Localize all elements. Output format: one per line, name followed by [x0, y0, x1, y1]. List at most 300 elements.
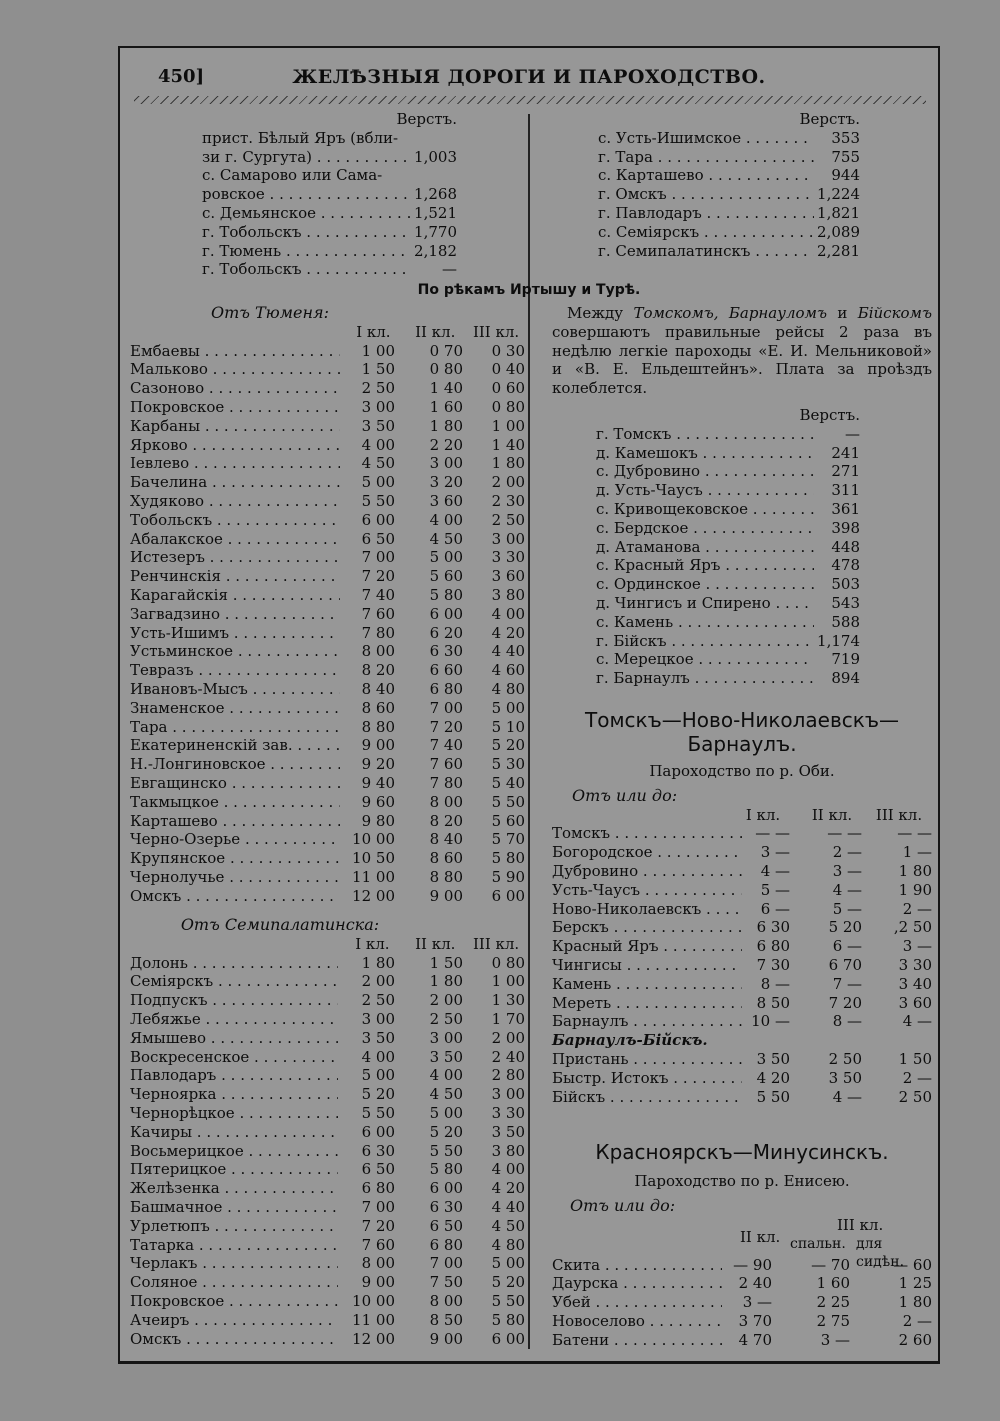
fare-cell: 3 — — [760, 843, 790, 862]
list-item — [596, 444, 860, 463]
page-frame — [118, 46, 940, 1364]
place-name: Убей . . . — [552, 1293, 722, 1312]
header-class-2: II кл. — [740, 1227, 781, 1246]
fare-cell: 8 00 — [429, 1291, 463, 1310]
place-name: Восьмерицкое . . . — [130, 1142, 338, 1161]
top-right-rows — [598, 129, 860, 261]
place-name: Чернорѣцкое . . . — [130, 1104, 338, 1123]
place-name: Качиры . . . — [130, 1123, 338, 1142]
fare-cell: — — — [755, 824, 790, 843]
place-name: Іевлево . . . — [130, 454, 340, 473]
place-name: Тобольскъ . . . — [130, 511, 340, 530]
table-row — [130, 1010, 525, 1029]
fare-cell: 11 00 — [352, 867, 395, 886]
tnb-section — [552, 708, 932, 1106]
fare-cell: 5 00 — [361, 1066, 395, 1085]
column-divider — [528, 114, 530, 1349]
table-row — [130, 1142, 525, 1161]
fare-cell: 6 00 — [429, 1179, 463, 1198]
fare-cell: 7 — — [832, 974, 862, 993]
table-row — [130, 1254, 525, 1273]
fare-cell: 3 70 — [738, 1311, 772, 1330]
place-name: Тара . . . — [130, 718, 340, 737]
table-row — [130, 1236, 525, 1255]
fare-cell: — — — [897, 824, 932, 843]
table-row — [130, 1066, 525, 1085]
tnb-rows — [552, 824, 932, 1031]
km-section — [552, 1140, 932, 1350]
fare-cell: 2 20 — [429, 435, 463, 454]
table-row — [552, 956, 932, 975]
fare-cell: 2 40 — [738, 1274, 772, 1293]
fare-cell: 1 80 — [429, 972, 463, 991]
fare-cell: 5 20 — [361, 1085, 395, 1104]
fare-cell: 5 20 — [429, 1122, 463, 1141]
fare-cell: — — — [827, 824, 862, 843]
place-name: Барнаулъ . . . — [552, 1012, 742, 1031]
fare-cell: 5 00 — [429, 1103, 463, 1122]
fare-cell: 7 00 — [429, 698, 463, 717]
fare-cell: 2 — — [902, 1311, 932, 1330]
fare-cell: 4 00 — [429, 1066, 463, 1085]
fare-cell: 2 00 — [491, 473, 525, 492]
fare-cell: 4 00 — [491, 1160, 525, 1179]
place-name: Ренчинскія . . . — [130, 567, 340, 586]
fare-cell: 5 50 — [756, 1087, 790, 1106]
place-name: с. Красный Яръ . . . — [596, 556, 814, 575]
fare-cell: 3 60 — [491, 567, 525, 586]
distance-value: 1,770 — [414, 222, 457, 241]
from-tyumen-section — [130, 304, 525, 906]
list-item — [598, 185, 860, 204]
page-number: 450] — [158, 66, 205, 87]
distance-value: 1,224 — [817, 185, 860, 204]
fare-cell: 5 00 — [429, 548, 463, 567]
list-item — [598, 129, 860, 148]
fare-cell: 3 50 — [429, 1047, 463, 1066]
km-subtitle: Пароходство по р. Енисею. — [634, 1172, 850, 1190]
fare-cell: 3 50 — [361, 416, 395, 435]
place-name: Новоселово . . . — [552, 1312, 722, 1331]
table-row — [552, 1050, 932, 1069]
fare-cell: 4 00 — [361, 435, 395, 454]
table-row — [130, 1292, 525, 1311]
table-row — [130, 417, 525, 436]
list-item — [202, 148, 457, 167]
place-name: Бійскъ . . . — [552, 1088, 742, 1107]
list-item — [596, 425, 860, 444]
place-name: зи г. Сургута) . . . — [202, 148, 411, 167]
fare-cell: 7 30 — [756, 955, 790, 974]
fare-cell: 4 80 — [491, 679, 525, 698]
table-row — [130, 379, 525, 398]
fare-cell: 1 80 — [429, 416, 463, 435]
table-row — [130, 530, 525, 549]
fare-cell: 1 90 — [898, 880, 932, 899]
fare-cell: 8 — — [760, 974, 790, 993]
tnb-rows-barnaul-biysk — [552, 1050, 932, 1106]
fare-cell: 3 00 — [361, 397, 395, 416]
fare-cell: 4 — — [832, 1087, 862, 1106]
fare-cell: 10 00 — [352, 1291, 395, 1310]
list-item — [202, 129, 457, 148]
fare-cell: 3 30 — [491, 1103, 525, 1122]
fare-cell: 1 50 — [429, 953, 463, 972]
table-row — [552, 918, 932, 937]
table-row — [130, 1029, 525, 1048]
place-name: с. Камень . . . — [596, 613, 814, 632]
place-name: д. Атаманова . . . — [596, 538, 814, 557]
place-name: с. Мерецкое . . . — [596, 650, 814, 669]
header-class-3: III кл. — [875, 805, 923, 824]
fare-cell: 5 20 — [828, 918, 862, 937]
fare-cell: 6 80 — [429, 1235, 463, 1254]
fare-cell: 1 70 — [491, 1009, 525, 1028]
place-name: Усть-Чаусъ . . . — [552, 881, 742, 900]
place-name: Усть-Ишимъ . . . — [130, 624, 340, 643]
place-name: Истезеръ . . . — [130, 548, 340, 567]
fare-cell: 3 00 — [361, 1009, 395, 1028]
fare-cell: — 60 — [893, 1255, 932, 1274]
fare-cell: 6 80 — [361, 1179, 395, 1198]
table-row — [130, 699, 525, 718]
fare-cell: 4 — — [832, 880, 862, 899]
fare-cell: 9 00 — [429, 1329, 463, 1348]
distance-value: 503 — [831, 575, 860, 594]
table-row — [130, 830, 525, 849]
table-row — [130, 1217, 525, 1236]
fare-cell: 2 75 — [816, 1311, 850, 1330]
place-name: Богородское . . . — [552, 843, 742, 862]
fare-cell: 1 80 — [491, 454, 525, 473]
fare-cell: 7 80 — [361, 623, 395, 642]
fare-cell: 6 00 — [361, 510, 395, 529]
place-name: прист. Бѣлый Яръ (вбли- — [202, 128, 399, 147]
fare-cell: 0 40 — [491, 360, 525, 379]
tnb-title-line1: Томскъ—Ново-Николаевскъ— — [585, 708, 899, 732]
fare-cell: 8 — — [832, 1012, 862, 1031]
fare-cell: 6 50 — [429, 1216, 463, 1235]
fare-cell: 3 80 — [491, 585, 525, 604]
distance-value: 1,268 — [414, 185, 457, 204]
table-row — [130, 793, 525, 812]
fare-cell: 3 — — [742, 1293, 772, 1312]
table-row — [130, 605, 525, 624]
fare-cell: 9 40 — [361, 773, 395, 792]
fare-cell: 4 40 — [491, 642, 525, 661]
fare-cell: 4 20 — [491, 1179, 525, 1198]
place-name: Такмыцкое . . . — [130, 793, 340, 812]
list-item — [202, 242, 457, 261]
place-name: Крупянское . . . — [130, 849, 340, 868]
fare-cell: 7 60 — [361, 1235, 395, 1254]
place-name: Карбаны . . . — [130, 417, 340, 436]
fare-cell: 3 — — [832, 861, 862, 880]
table-row — [130, 1085, 525, 1104]
header-class-2: II кл. — [415, 934, 456, 953]
fare-cell: 7 00 — [361, 1197, 395, 1216]
table-row — [552, 1012, 932, 1031]
fare-cell: 8 40 — [429, 830, 463, 849]
place-name: г. Омскъ . . . — [598, 185, 814, 204]
place-name: Павлодаръ . . . — [130, 1066, 338, 1085]
place-name: Сазоново . . . — [130, 379, 340, 398]
fare-cell: 8 00 — [429, 792, 463, 811]
table-row — [552, 1069, 932, 1088]
fare-cell: 3 50 — [361, 1028, 395, 1047]
table-row — [552, 975, 932, 994]
fare-cell: 8 40 — [361, 679, 395, 698]
place-name: г. Тюмень . . . — [202, 242, 411, 261]
fare-cell: 3 30 — [491, 548, 525, 567]
place-name: Евгащинско . . . — [130, 774, 340, 793]
distance-value: 2,281 — [817, 241, 860, 260]
left-column — [130, 110, 525, 279]
table-row — [130, 1273, 525, 1292]
list-item — [596, 481, 860, 500]
fare-cell: 5 00 — [491, 1254, 525, 1273]
fare-cell: 5 60 — [429, 567, 463, 586]
fare-cell: 6 00 — [491, 1329, 525, 1348]
table-row — [130, 624, 525, 643]
fare-cell: 4 00 — [361, 1047, 395, 1066]
fare-cell: 5 10 — [491, 717, 525, 736]
fare-cell: 7 00 — [429, 1254, 463, 1273]
distance-value: 944 — [831, 166, 860, 185]
place-name: Бачелина . . . — [130, 473, 340, 492]
table-row — [130, 398, 525, 417]
fare-cell: 4 — — [760, 861, 790, 880]
fare-cell: 7 40 — [361, 585, 395, 604]
table-row — [130, 755, 525, 774]
distance-value: — — [845, 424, 860, 443]
table-row — [130, 642, 525, 661]
place-name: Абалакское . . . — [130, 530, 340, 549]
fare-cell: 5 80 — [491, 1310, 525, 1329]
fare-cell: 0 80 — [491, 953, 525, 972]
table-row — [130, 436, 525, 455]
fare-cell: 7 20 — [361, 1216, 395, 1235]
place-name: Томскъ . . . — [552, 824, 742, 843]
fare-cell: 7 80 — [429, 773, 463, 792]
fare-cell: 7 40 — [429, 736, 463, 755]
fare-cell: 1 50 — [898, 1049, 932, 1068]
fare-cell: 5 50 — [491, 792, 525, 811]
fare-cell: — 90 — [733, 1255, 772, 1274]
table-row — [130, 736, 525, 755]
tomsk-route-rows — [596, 425, 860, 688]
fare-cell: 5 80 — [429, 585, 463, 604]
list-item — [598, 148, 860, 167]
table-row — [552, 1088, 932, 1107]
place-name: Желѣзенка . . . — [130, 1179, 338, 1198]
place-name: с. Дубровино . . . — [596, 462, 814, 481]
fare-cell: 3 00 — [429, 1028, 463, 1047]
distance-value: 755 — [831, 147, 860, 166]
place-name: Черно-Озерье . . . — [130, 830, 340, 849]
place-name: Долонь . . . — [130, 954, 338, 973]
fare-cell: 9 20 — [361, 755, 395, 774]
fare-cell: 9 60 — [361, 792, 395, 811]
fare-cell: 3 00 — [429, 454, 463, 473]
fare-cell: 1 00 — [361, 341, 395, 360]
verst-label: Верстъ. — [396, 110, 457, 128]
fare-cell: 3 50 — [756, 1049, 790, 1068]
place-name: Чернoярка . . . — [130, 1085, 338, 1104]
fare-cell: 6 30 — [429, 642, 463, 661]
list-item — [202, 204, 457, 223]
fare-cell: 5 50 — [491, 1291, 525, 1310]
list-item — [596, 519, 860, 538]
table-row — [130, 972, 525, 991]
list-item — [598, 166, 860, 185]
from-tyumen-headers — [130, 323, 525, 342]
fare-cell: 3 — — [902, 937, 932, 956]
fare-cell: 5 90 — [491, 867, 525, 886]
table-row — [130, 454, 525, 473]
top-left-distances — [130, 110, 457, 279]
distance-value: 2,182 — [414, 241, 457, 260]
fare-cell: 2 25 — [816, 1293, 850, 1312]
top-right-distances — [552, 110, 932, 260]
fare-cell: 2 00 — [361, 972, 395, 991]
place-name: д. Чингисъ и Спирено . . . — [596, 594, 814, 613]
fare-cell: 4 20 — [756, 1068, 790, 1087]
place-name: Быстр. Истокъ . . . — [552, 1069, 742, 1088]
place-name: Скита . . . — [552, 1256, 722, 1275]
table-row — [130, 1160, 525, 1179]
km-title: Красноярскъ—Минусинскъ. — [595, 1140, 889, 1164]
table-row — [130, 1104, 525, 1123]
verst-label: Верстъ. — [799, 405, 860, 424]
table-row — [130, 954, 525, 973]
from-semipalatinsk-title: Отъ Семипалатинска: — [180, 915, 380, 934]
fare-cell: 2 50 — [898, 1087, 932, 1106]
place-name: Ново-Николаевскъ . . . — [552, 900, 742, 919]
fare-cell: 1 40 — [429, 379, 463, 398]
verst-label: Верстъ. — [799, 110, 860, 128]
fare-cell: 8 60 — [429, 849, 463, 868]
fare-cell: 3 40 — [898, 974, 932, 993]
distance-value: 1,821 — [817, 203, 860, 222]
fare-cell: 5 50 — [361, 1103, 395, 1122]
header-class-1: I кл. — [745, 805, 781, 824]
fare-cell: 2 50 — [361, 991, 395, 1010]
fare-cell: 10 00 — [352, 830, 395, 849]
distance-value: 1,174 — [817, 631, 860, 650]
fare-cell: 7 60 — [361, 604, 395, 623]
header-sleep: спальн. — [790, 1235, 846, 1252]
header-class-1: I кл. — [355, 934, 390, 953]
fare-cell: 6 70 — [828, 955, 862, 974]
place-name: с. Карташево . . . — [598, 166, 814, 185]
fare-cell: 3 20 — [429, 473, 463, 492]
place-name: Чингисы . . . — [552, 956, 742, 975]
distance-value: 588 — [831, 612, 860, 631]
place-name: Мереть . . . — [552, 994, 742, 1013]
distance-value: 478 — [831, 556, 860, 575]
place-name: Н.-Лонгиновское . . . — [130, 755, 340, 774]
fare-cell: 3 60 — [898, 993, 932, 1012]
table-row — [130, 991, 525, 1010]
table-row — [552, 1293, 932, 1312]
fare-cell: — 70 — [811, 1255, 850, 1274]
tnb-title-line2: Барнаулъ. — [687, 732, 797, 756]
table-row — [552, 824, 932, 843]
place-name: г. Павлодаръ . . . — [598, 204, 814, 223]
table-row — [552, 1312, 932, 1331]
place-name: с. Семіярскъ . . . — [598, 223, 814, 242]
fare-cell: 2 40 — [491, 1047, 525, 1066]
table-row — [130, 1179, 525, 1198]
fare-cell: 5 60 — [491, 811, 525, 830]
list-item — [202, 185, 457, 204]
distance-value: 894 — [831, 669, 860, 688]
fare-cell: 1 80 — [898, 1293, 932, 1312]
list-item — [596, 650, 860, 669]
table-row — [552, 1331, 932, 1350]
header-class-3: III кл. — [472, 934, 520, 953]
fare-cell: 2 00 — [429, 991, 463, 1010]
fare-cell: 1 40 — [491, 435, 525, 454]
header-sit: для сидѣн. — [856, 1235, 905, 1271]
place-name: Пятерицкое . . . — [130, 1160, 338, 1179]
table-row — [552, 937, 932, 956]
rivers-heading: По рѣкамъ Иртышу и Турѣ. — [417, 282, 641, 298]
place-name: Карагайскія . . . — [130, 586, 340, 605]
fare-cell: 2 00 — [491, 1028, 525, 1047]
place-name: Устьминское . . . — [130, 642, 340, 661]
fare-cell: 6 30 — [361, 1141, 395, 1160]
fare-cell: 5 00 — [361, 473, 395, 492]
place-name: д. Усть-Чаусъ . . . — [596, 481, 814, 500]
fare-cell: 1 80 — [361, 953, 395, 972]
distance-value: 271 — [831, 462, 860, 481]
place-name: Чернолучье . . . — [130, 868, 340, 887]
wavy-rule — [134, 96, 926, 104]
fare-cell: 4 80 — [491, 1235, 525, 1254]
place-name: г. Томскъ . . . — [596, 425, 814, 444]
fare-cell: 3 00 — [491, 1085, 525, 1104]
fare-cell: 9 00 — [361, 1273, 395, 1292]
table-row — [130, 548, 525, 567]
fare-cell: 6 30 — [429, 1197, 463, 1216]
fare-cell: 2 50 — [361, 379, 395, 398]
table-row — [130, 812, 525, 831]
place-name: г. Тобольскъ . . . — [202, 223, 411, 242]
distance-value: 448 — [831, 537, 860, 556]
place-name: Башмачное . . . — [130, 1198, 338, 1217]
fare-cell: 8 20 — [361, 661, 395, 680]
distance-value: 353 — [831, 128, 860, 147]
list-item — [202, 166, 457, 185]
fare-cell: 1 60 — [816, 1274, 850, 1293]
km-from-label: Отъ или до: — [570, 1195, 676, 1215]
fare-cell: 9 00 — [429, 886, 463, 905]
fare-cell: 11 00 — [352, 1310, 395, 1329]
fare-cell: 5 70 — [491, 830, 525, 849]
fare-cell: 4 50 — [491, 1216, 525, 1235]
place-name: Ембаевы . . . — [130, 342, 340, 361]
list-item — [596, 613, 860, 632]
header-class-2: II кл. — [811, 805, 853, 824]
fare-cell: 7 20 — [429, 717, 463, 736]
place-name: ровское . . . — [202, 185, 411, 204]
table-row — [130, 586, 525, 605]
header-class-2: II кл. — [415, 322, 456, 341]
place-name: Тевразъ . . . — [130, 661, 340, 680]
fare-cell: 7 20 — [361, 567, 395, 586]
